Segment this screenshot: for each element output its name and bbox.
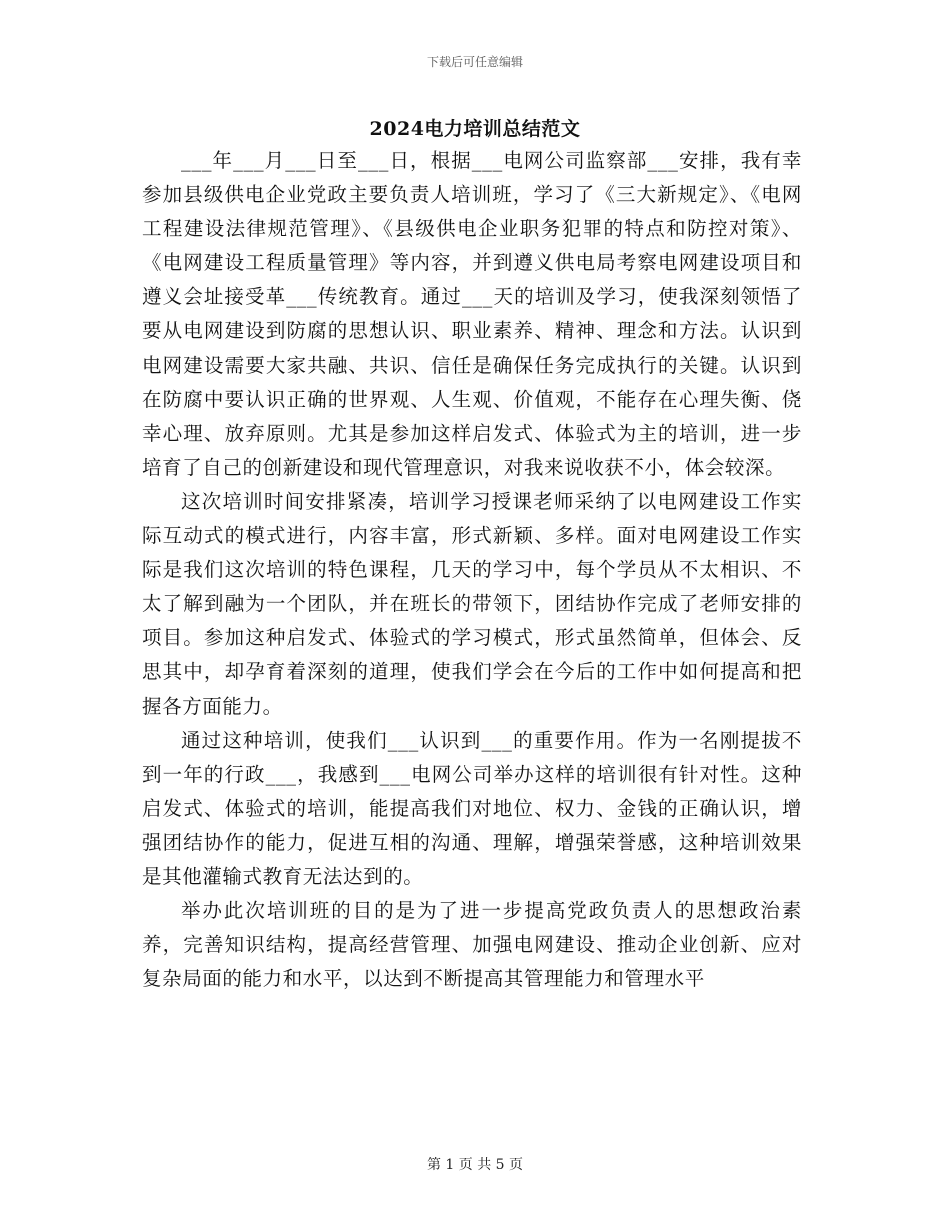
page-number-footer: 第 1 页 共 5 页	[426, 1157, 524, 1173]
body-paragraph-4: 举办此次培训班的目的是为了进一步提高党政负责人的思想政治素养，完善知识结构，提高经营管理、加强电网建设、推动企业创新、应对复杂局面的能力和水平，以达到不断提高其管理能力和管理水平	[142, 899, 802, 991]
page-header-note: 下载后可任意编辑	[426, 55, 523, 69]
body-paragraph-3: 通过这种培训，使我们___认识到___的重要作用。作为一名刚提拔不到一年的行政___，我感到___电网公司举办这样的培训很有针对性。这种启发式、体验式的培训，能提高我们对地位、权力、金钱的正确认识，增强团结协作的能力，促进互相的沟通、理解，增强荣誉感，这种培训效果是其他灌输式教育无法达到的。	[142, 728, 802, 888]
body-paragraph-2: 这次培训时间安排紧凑，培训学习授课老师采纳了以电网建设工作实际互动式的模式进行，内容丰富，形式新颖、多样。面对电网建设工作实际是我们这次培训的特色课程，几天的学习中，每个学员从不太相识、不太了解到融为一个团队，并在班长的带领下，团结协作完成了老师安排的项目。参加这种启发式、体验式的学习模式，形式虽然简单，但体会、反思其中，却孕育着深刻的道理，使我们学会在今后的工作中如何提高和把握各方面能力。	[142, 489, 802, 718]
document-title: 2024电力培训总结范文	[369, 118, 581, 140]
document-body	[142, 144, 802, 996]
body-paragraph-1: ___年___月___日至___日，根据___电网公司监察部___安排，我有幸参加县级供电企业党政主要负责人培训班，学习了《三大新规定》、《电网工程建设法律规范管理》、《县级供电企业职务犯罪的特点和防控对策》、《电网建设工程质量管理》等内容，并到遵义供电局考察电网建设项目和遵义会址接受革___传统教育。通过___天的培训及学习，使我深刻领悟了要从电网建设到防腐的思想认识、职业素养、精神、理念和方法。认识到电网建设需要大家共融、共识、信任是确保任务完成执行的关键。认识到在防腐中要认识正确的世界观、人生观、价值观，不能存在心理失衡、侥幸心理、放弃原则。尤其是参加这样启发式、体验式为主的培训，进一步培育了自己的创新建设和现代管理意识，对我来说收获不小，体会较深。	[142, 149, 802, 479]
